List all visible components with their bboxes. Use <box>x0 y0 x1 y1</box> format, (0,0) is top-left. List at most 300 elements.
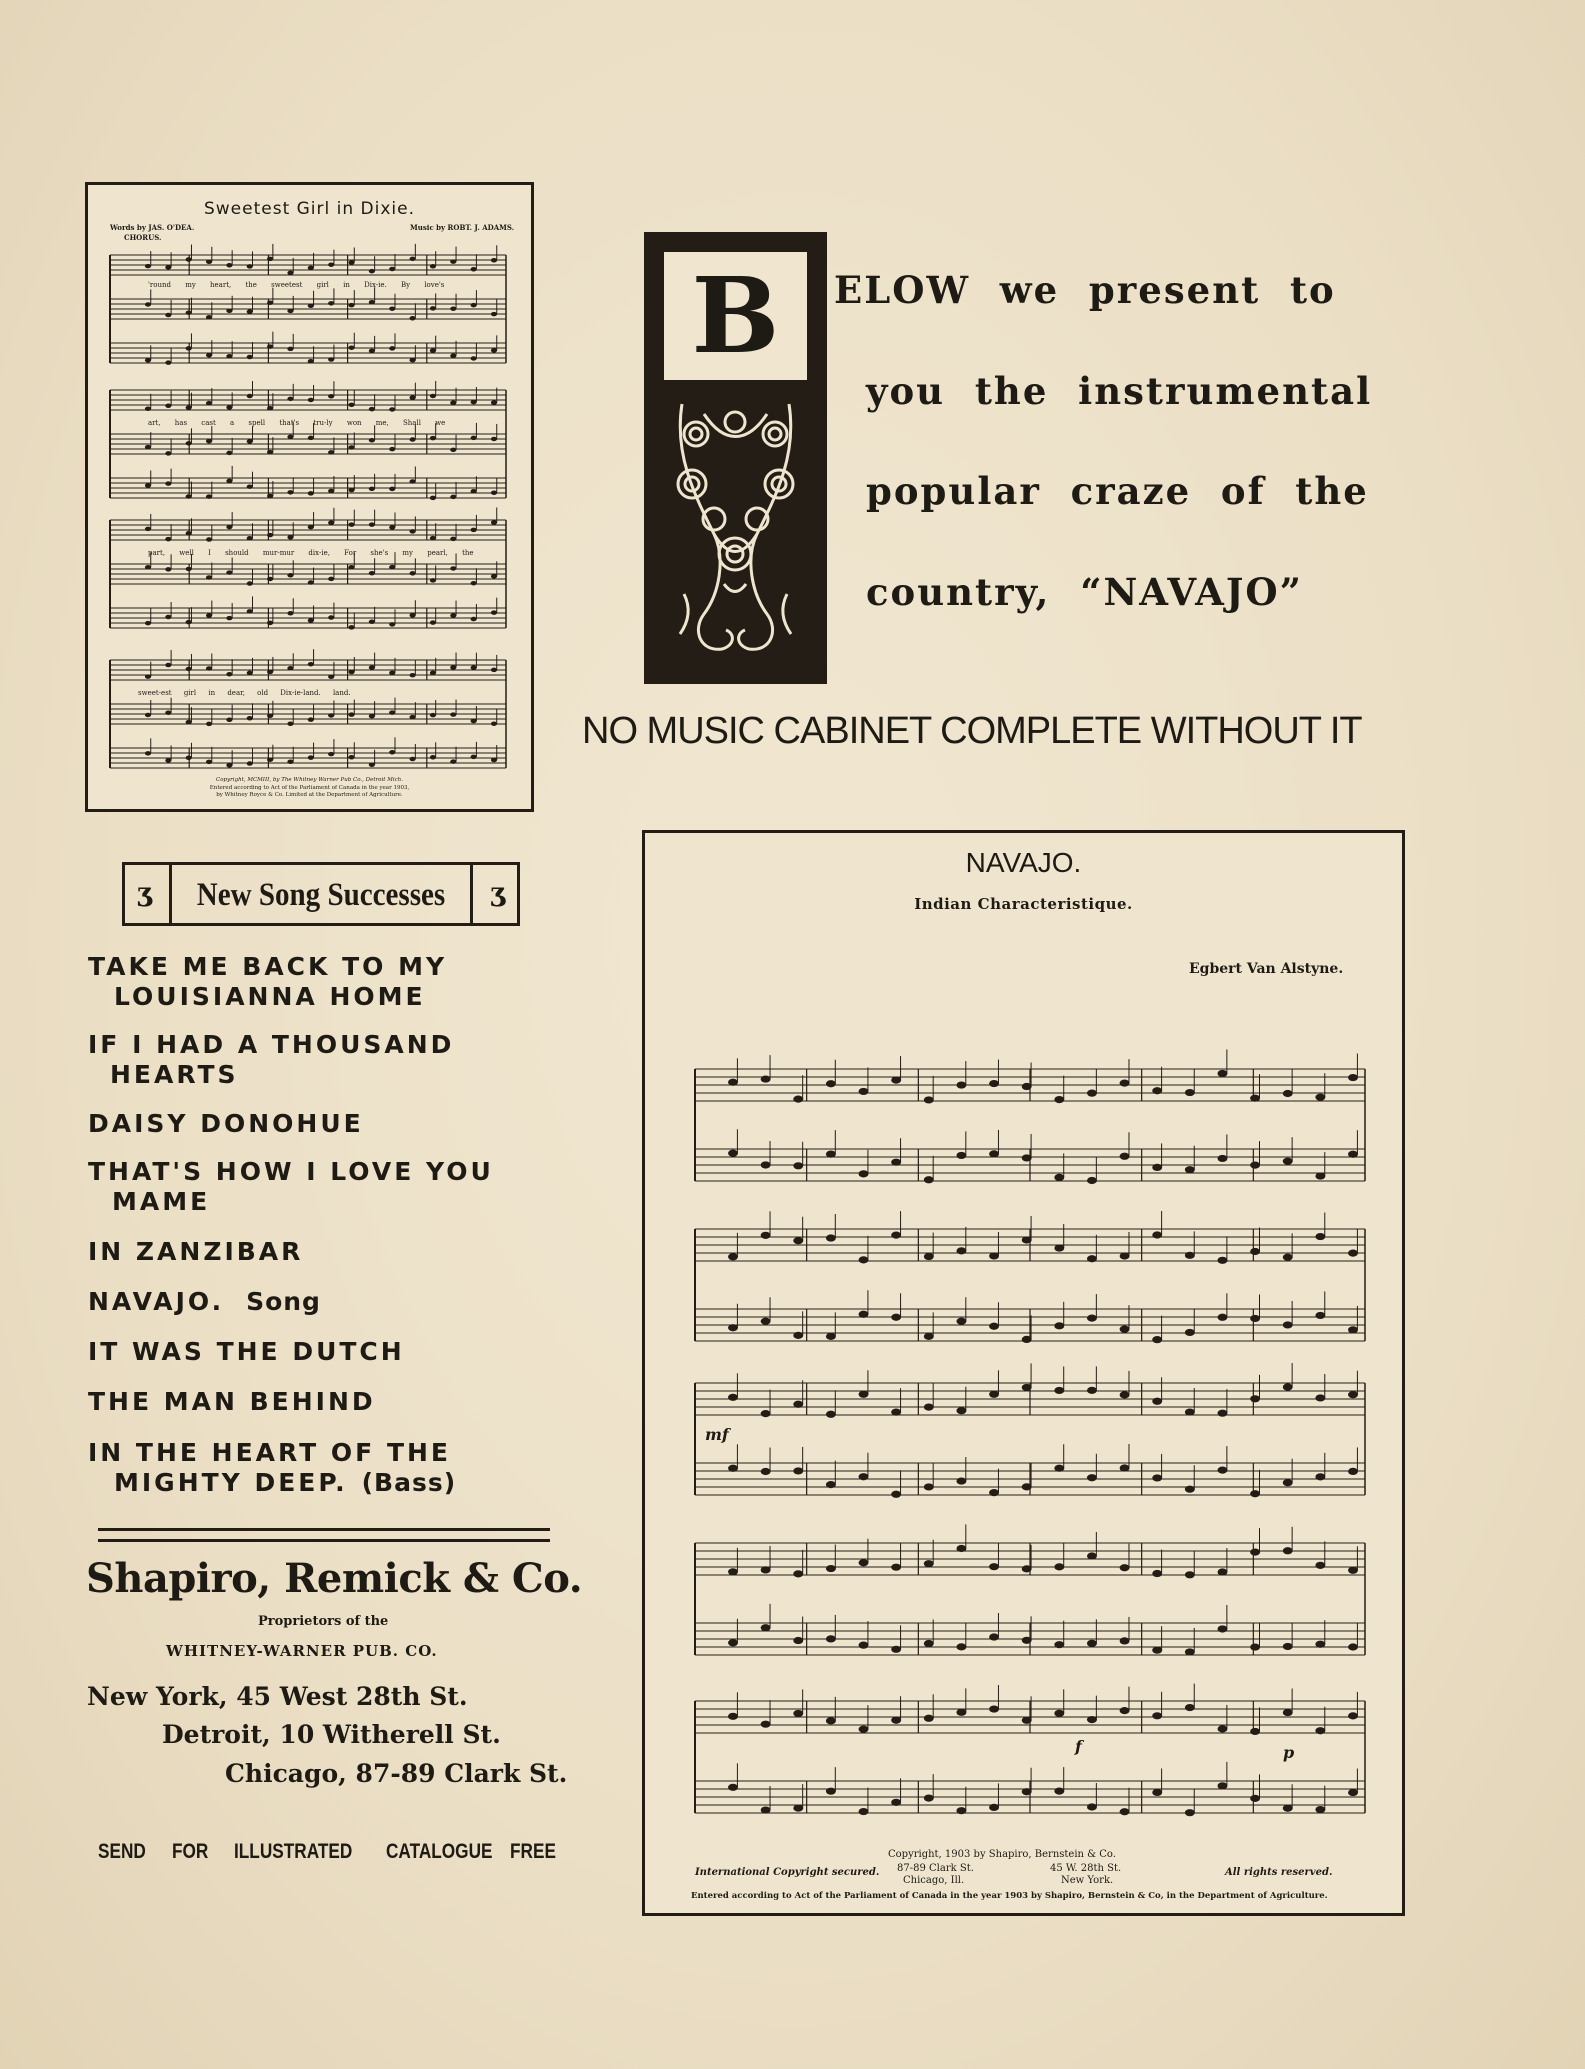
note-head <box>165 567 171 572</box>
song-title-cont: HEARTS <box>110 1060 239 1089</box>
note-head <box>1250 1643 1260 1650</box>
note-head <box>389 525 395 530</box>
note-head <box>1152 1789 1162 1796</box>
note-head <box>1152 1231 1162 1238</box>
note-head <box>1152 1570 1162 1577</box>
note-head <box>989 1705 999 1712</box>
note-head <box>186 310 192 315</box>
note-head <box>348 625 354 630</box>
song-title-note: Song <box>246 1287 321 1316</box>
note-head <box>267 406 273 411</box>
note-head <box>226 717 232 722</box>
note-head <box>1022 1717 1032 1724</box>
note-head <box>206 537 212 542</box>
note-head <box>956 1407 966 1414</box>
note-head <box>826 1151 836 1158</box>
note-head <box>206 760 212 765</box>
note-head <box>328 357 334 362</box>
note-head <box>389 346 395 351</box>
note-head <box>348 345 354 350</box>
note-head <box>761 1624 771 1631</box>
note-head <box>165 451 171 456</box>
note-head <box>247 484 253 489</box>
lyric-line-2: art, has cast a spell that's tru-ly won me, Shall we <box>148 419 446 427</box>
note-head <box>247 309 253 314</box>
note-head <box>728 1079 738 1086</box>
note-head <box>267 670 273 675</box>
lyric-line-1: 'round my heart, the sweetest girl in Dix-ie. By love's <box>148 281 445 289</box>
note-head <box>859 1170 869 1177</box>
note-head <box>793 1096 803 1103</box>
heading-divider-left <box>169 865 172 923</box>
note-head <box>1087 1315 1097 1322</box>
note-head <box>409 613 415 618</box>
note-head <box>728 1394 738 1401</box>
note-head <box>1315 1473 1325 1480</box>
note-head <box>226 525 232 530</box>
note-head <box>308 266 314 271</box>
note-head <box>1315 1094 1325 1101</box>
note-head <box>287 347 293 352</box>
note-head <box>924 1640 934 1647</box>
note-head <box>826 1080 836 1087</box>
note-head <box>1218 1070 1228 1077</box>
note-head <box>491 490 497 495</box>
note-head <box>450 259 456 264</box>
initial-letter: B <box>691 254 780 377</box>
note-head <box>206 353 212 358</box>
note-head <box>1185 1704 1195 1711</box>
note-head <box>430 496 436 501</box>
song-title: IF I HAD A THOUSAND <box>88 1030 455 1059</box>
note-head <box>186 531 192 536</box>
sweetest-girl-score <box>88 185 531 809</box>
note-head <box>389 565 395 570</box>
note-head <box>186 620 192 625</box>
note-head <box>409 673 415 678</box>
note-head <box>186 567 192 572</box>
note-head <box>491 437 497 442</box>
note-head <box>491 520 497 525</box>
ny-line-2: New York. <box>1061 1875 1114 1886</box>
note-head <box>308 491 314 496</box>
note-head <box>859 1559 869 1566</box>
note-head <box>1218 1725 1228 1732</box>
note-head <box>924 1483 934 1490</box>
note-head <box>186 756 192 761</box>
note-head <box>1022 1483 1032 1490</box>
words-by: Words by JAS. O'DEA. <box>110 223 195 232</box>
note-head <box>491 721 497 726</box>
note-head <box>1120 1564 1130 1571</box>
note-head <box>287 666 293 671</box>
note-head <box>989 1633 999 1640</box>
note-head <box>1120 1326 1130 1333</box>
note-head <box>826 1788 836 1795</box>
song-title-cont: LOUISIANNA HOME <box>114 982 426 1011</box>
note-head <box>1022 1154 1032 1161</box>
note-head <box>989 1489 999 1496</box>
note-head <box>1283 1383 1293 1390</box>
note-head <box>1315 1806 1325 1813</box>
note-head <box>267 577 273 582</box>
sweetest-girl-title: Sweetest Girl in Dixie. <box>203 199 416 219</box>
note-head <box>226 451 232 456</box>
note-head <box>450 665 456 670</box>
note-head <box>450 400 456 405</box>
note-head <box>1348 1789 1358 1796</box>
note-head <box>1054 1465 1064 1472</box>
note-head <box>1185 1486 1195 1493</box>
note-head <box>389 407 395 412</box>
note-head <box>450 613 456 618</box>
note-head <box>793 1401 803 1408</box>
note-head <box>450 537 456 542</box>
note-head <box>956 1152 966 1159</box>
note-head <box>328 752 334 757</box>
note-head <box>1120 1153 1130 1160</box>
chorus-mark: CHORUS. <box>124 233 162 242</box>
note-head <box>1185 1166 1195 1173</box>
note-head <box>761 1161 771 1168</box>
note-head <box>826 1481 836 1488</box>
note-head <box>145 407 151 412</box>
note-head <box>793 1570 803 1577</box>
note-head <box>369 349 375 354</box>
left-entered: Entered according to Act of the Parliament of Canada in the year 1903, <box>209 785 410 791</box>
note-head <box>471 719 477 724</box>
note-head <box>1250 1162 1260 1169</box>
note-head <box>1022 1637 1032 1644</box>
note-head <box>761 1806 771 1813</box>
note-head <box>1283 1090 1293 1097</box>
note-head <box>956 1318 966 1325</box>
note-head <box>1218 1410 1228 1417</box>
note-head <box>267 494 273 499</box>
note-head <box>1054 1096 1064 1103</box>
navajo-title: NAVAJO. <box>965 847 1082 878</box>
song-title: NAVAJO. <box>88 1287 225 1316</box>
note-head <box>989 1563 999 1570</box>
note-head <box>186 494 192 499</box>
note-head <box>389 710 395 715</box>
banner-line-2: you the instrumental <box>866 369 1373 413</box>
song-title: THAT'S HOW I LOVE YOU <box>88 1157 494 1186</box>
banner-line-4: country, “NAVAJO” <box>866 570 1303 614</box>
note-head <box>924 1795 934 1802</box>
note-head <box>1348 1326 1358 1333</box>
song-item <box>88 952 548 1012</box>
note-head <box>1218 1155 1228 1162</box>
note-head <box>430 671 436 676</box>
note-head <box>409 358 415 363</box>
note-head <box>1250 1728 1260 1735</box>
intl-copyright: International Copyright secured. <box>695 1867 880 1878</box>
left-copyright: Copyright, MCMIII, by The Whitney Warner Pub Co., Detroit Mich. <box>216 777 403 783</box>
note-head <box>1152 1087 1162 1094</box>
note-head <box>761 1566 771 1573</box>
note-head <box>226 570 232 575</box>
note-head <box>287 535 293 540</box>
note-head <box>1315 1172 1325 1179</box>
note-head <box>491 758 497 763</box>
note-head <box>247 355 253 360</box>
note-head <box>389 750 395 755</box>
note-head <box>956 1807 966 1814</box>
note-head <box>450 759 456 764</box>
note-head <box>145 358 151 363</box>
note-head <box>891 1491 901 1498</box>
note-head <box>1120 1808 1130 1815</box>
note-head <box>1283 1158 1293 1165</box>
note-head <box>859 1473 869 1480</box>
note-head <box>761 1318 771 1325</box>
note-head <box>1120 1707 1130 1714</box>
note-head <box>328 675 334 680</box>
song-item <box>88 1287 548 1317</box>
double-rule <box>98 1528 550 1542</box>
note-head <box>186 720 192 725</box>
note-head <box>1152 1398 1162 1405</box>
sweetest-girl-sheet <box>85 182 534 812</box>
note-head <box>165 758 171 763</box>
note-head <box>267 450 273 455</box>
note-head <box>348 488 354 493</box>
note-head <box>267 257 273 262</box>
note-head <box>206 575 212 580</box>
note-head <box>409 316 415 321</box>
address-chicago: Chicago, 87-89 Clark St. <box>225 1759 568 1788</box>
note-head <box>206 613 212 618</box>
song-item <box>88 1109 548 1139</box>
decorated-initial <box>644 232 827 684</box>
note-head <box>348 712 354 717</box>
note-head <box>728 1568 738 1575</box>
note-head <box>348 303 354 308</box>
note-head <box>1152 1474 1162 1481</box>
note-head <box>1250 1490 1260 1497</box>
lyric-line-3: part, well I should mur-mur dix-ie, For she's my pearl, the <box>148 549 474 557</box>
note-head <box>369 714 375 719</box>
note-head <box>1054 1244 1064 1251</box>
note-head <box>226 479 232 484</box>
note-head <box>369 300 375 305</box>
note-head <box>247 439 253 444</box>
note-head <box>186 346 192 351</box>
note-head <box>956 1247 966 1254</box>
note-head <box>1315 1312 1325 1319</box>
note-head <box>389 306 395 311</box>
note-head <box>471 436 477 441</box>
note-head <box>1185 1408 1195 1415</box>
address-detroit: Detroit, 10 Witherell St. <box>162 1720 501 1749</box>
dynamic-p: p <box>1283 1743 1295 1762</box>
music-by: Music by ROBT. J. ADAMS. <box>410 223 515 232</box>
banner-line-1: ELOW we present to <box>834 268 1336 312</box>
song-title-cont: MAME <box>112 1187 211 1216</box>
note-head <box>165 710 171 715</box>
note-head <box>471 489 477 494</box>
note-head <box>328 301 334 306</box>
note-head <box>348 445 354 450</box>
note-head <box>226 616 232 621</box>
note-head <box>793 1162 803 1169</box>
note-head <box>471 755 477 760</box>
note-head <box>348 755 354 760</box>
note-head <box>1185 1089 1195 1096</box>
note-head <box>471 617 477 622</box>
lyric-line-4: sweet-est girl in dear, old Dix-ie-land. land. <box>138 689 351 697</box>
note-head <box>450 448 456 453</box>
note-head <box>1054 1387 1064 1394</box>
song-title-cont: MIGHTY DEEP. <box>114 1468 348 1497</box>
note-head <box>328 262 334 267</box>
note-head <box>793 1467 803 1474</box>
note-head <box>145 264 151 269</box>
note-head <box>389 487 395 492</box>
note-head <box>145 565 151 570</box>
note-head <box>369 522 375 527</box>
note-head <box>1120 1252 1130 1259</box>
note-head <box>226 354 232 359</box>
note-head <box>956 1545 966 1552</box>
note-head <box>826 1635 836 1642</box>
note-head <box>145 751 151 756</box>
chicago-line-1: 87-89 Clark St. <box>897 1863 974 1874</box>
floral-ornament-icon <box>664 394 807 664</box>
note-head <box>826 1411 836 1418</box>
note-head <box>1348 1567 1358 1574</box>
note-head <box>728 1713 738 1720</box>
note-head <box>186 405 192 410</box>
note-head <box>1087 1803 1097 1810</box>
note-head <box>1087 1716 1097 1723</box>
note-head <box>924 1333 934 1340</box>
note-head <box>287 611 293 616</box>
note-head <box>891 1076 901 1083</box>
ny-line-1: 45 W. 28th St. <box>1050 1863 1122 1874</box>
note-head <box>859 1088 869 1095</box>
cabinet-tagline: NO MUSIC CABINET COMPLETE WITHOUT IT <box>582 710 1362 752</box>
note-head <box>247 671 253 676</box>
song-title: IN THE HEART OF THE <box>88 1438 452 1467</box>
note-head <box>226 672 232 677</box>
note-head <box>1022 1083 1032 1090</box>
note-head <box>267 757 273 762</box>
note-head <box>1120 1391 1130 1398</box>
note-head <box>1218 1782 1228 1789</box>
note-head <box>308 398 314 403</box>
note-head <box>1185 1809 1195 1816</box>
note-head <box>247 536 253 541</box>
note-head <box>793 1637 803 1644</box>
publisher-company: WHITNEY-WARNER PUB. CO. <box>166 1642 438 1660</box>
note-head <box>165 313 171 318</box>
note-head <box>1348 1712 1358 1719</box>
song-title: TAKE ME BACK TO MY <box>88 952 448 981</box>
note-head <box>761 1075 771 1082</box>
note-head <box>206 439 212 444</box>
banner-line-3: popular craze of the <box>866 469 1369 513</box>
note-head <box>308 359 314 364</box>
note-head <box>267 344 273 349</box>
note-head <box>989 1391 999 1398</box>
note-head <box>145 713 151 718</box>
note-head <box>450 354 456 359</box>
note-head <box>369 407 375 412</box>
note-head <box>348 260 354 265</box>
note-head <box>1218 1625 1228 1632</box>
navajo-sheet <box>642 830 1405 1916</box>
note-head <box>1315 1562 1325 1569</box>
note-head <box>989 1804 999 1811</box>
chicago-line-2: Chicago, Ill. <box>903 1875 965 1886</box>
note-head <box>1185 1252 1195 1259</box>
note-head <box>491 258 497 263</box>
note-head <box>826 1234 836 1241</box>
note-head <box>267 621 273 626</box>
note-head <box>328 489 334 494</box>
navajo-entered: Entered according to Act of the Parliament of Canada in the year 1903 by Shapiro, Bernstein & Co, in the Department of Agriculture. <box>691 1891 1328 1901</box>
note-head <box>891 1159 901 1166</box>
note-head <box>409 437 415 442</box>
note-head <box>145 445 151 450</box>
note-head <box>450 306 456 311</box>
note-head <box>1120 1080 1130 1087</box>
navajo-composer: Egbert Van Alstyne. <box>1189 961 1344 977</box>
note-head <box>1185 1571 1195 1578</box>
note-head <box>1283 1643 1293 1650</box>
note-head <box>1315 1394 1325 1401</box>
song-item <box>88 1237 548 1267</box>
note-head <box>206 666 212 671</box>
note-head <box>491 400 497 405</box>
note-head <box>728 1324 738 1331</box>
send-word-5: FREE <box>510 1840 556 1863</box>
all-rights: All rights reserved. <box>1225 1867 1333 1878</box>
note-head <box>369 571 375 576</box>
note-head <box>1218 1568 1228 1575</box>
note-head <box>859 1311 869 1318</box>
note-head <box>206 722 212 727</box>
navajo-subtitle: Indian Characteristique. <box>914 895 1133 913</box>
note-head <box>247 394 253 399</box>
note-head <box>1250 1248 1260 1255</box>
note-head <box>1348 1250 1358 1257</box>
note-head <box>430 264 436 269</box>
note-head <box>165 615 171 620</box>
note-head <box>165 481 171 486</box>
note-head <box>1283 1709 1293 1716</box>
note-head <box>1250 1795 1260 1802</box>
song-item <box>88 1337 548 1367</box>
note-head <box>1087 1177 1097 1184</box>
song-item <box>88 1030 548 1090</box>
note-head <box>389 671 395 676</box>
note-head <box>1054 1641 1064 1648</box>
note-head <box>165 265 171 270</box>
note-head <box>369 620 375 625</box>
note-head <box>287 435 293 440</box>
note-head <box>859 1391 869 1398</box>
note-head <box>1087 1474 1097 1481</box>
note-head <box>1283 1547 1293 1554</box>
note-head <box>859 1642 869 1649</box>
note-head <box>1152 1164 1162 1171</box>
note-head <box>826 1333 836 1340</box>
note-head <box>1250 1549 1260 1556</box>
note-head <box>491 610 497 615</box>
